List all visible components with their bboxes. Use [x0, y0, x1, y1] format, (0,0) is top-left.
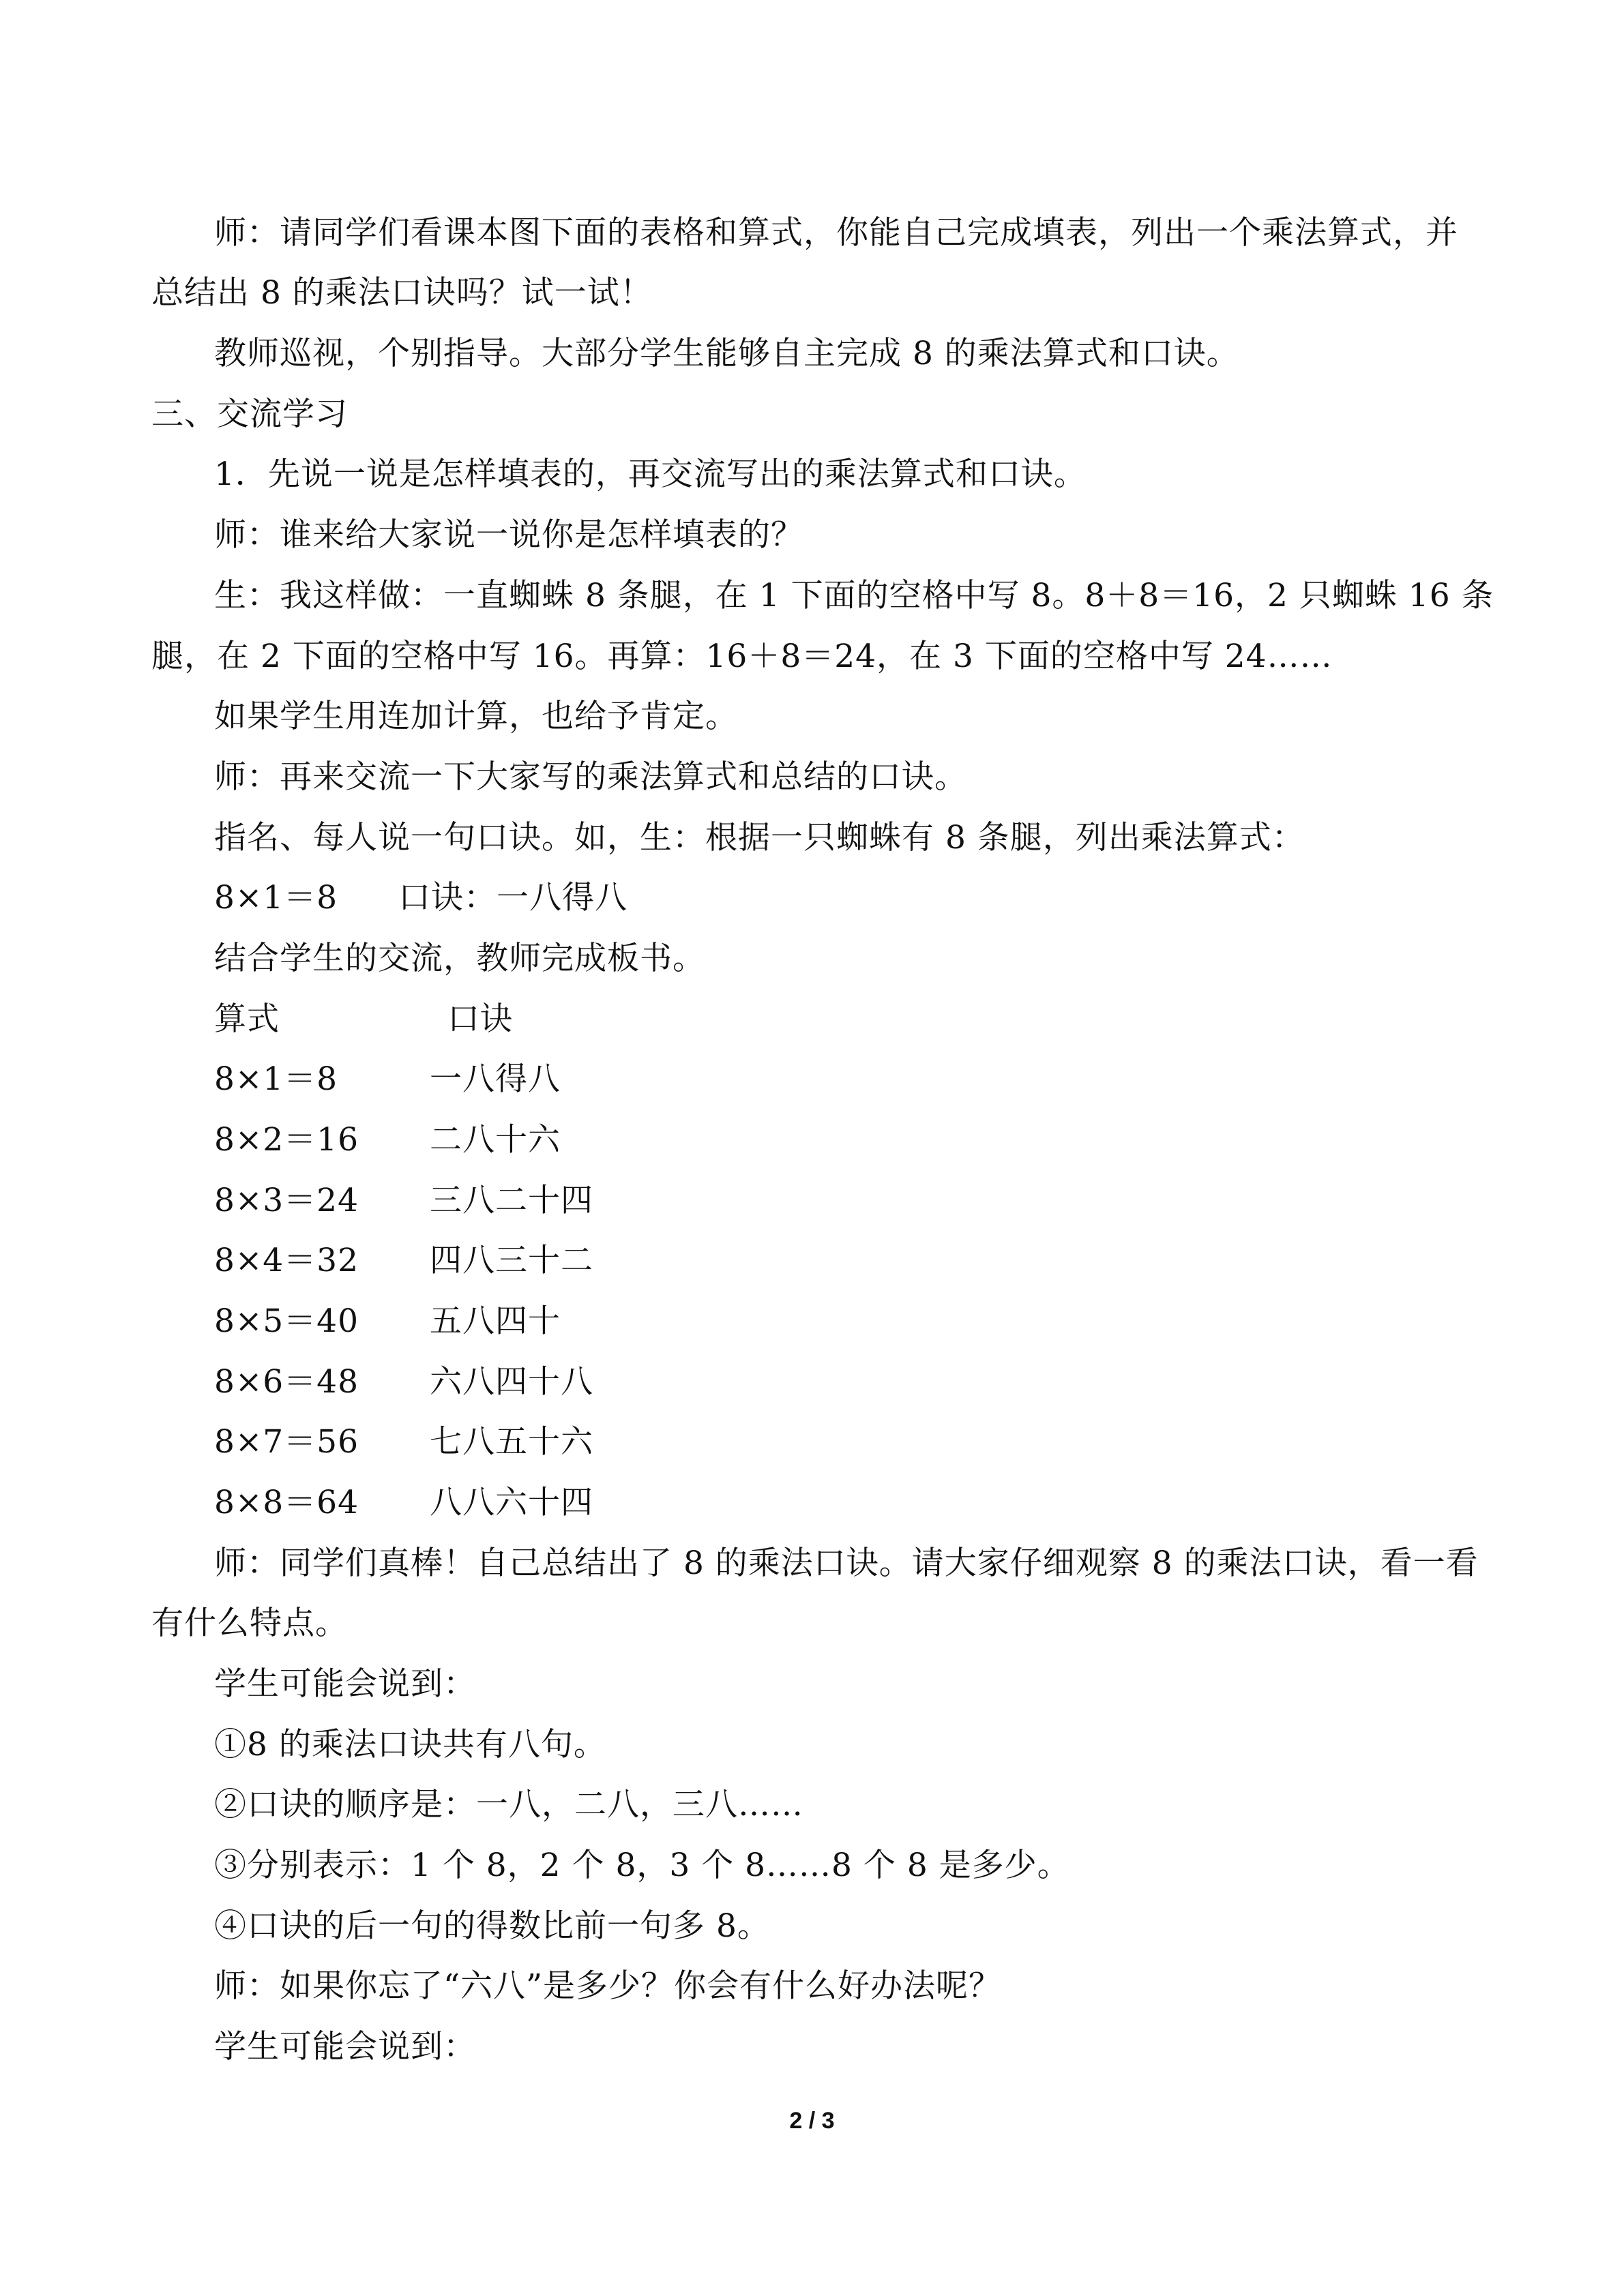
example-formula: 8×1＝8: [214, 879, 338, 916]
board-formula: 8×6＝48: [214, 1363, 359, 1401]
paragraph-teacher-prompt-line1: 师：请同学们看课本图下面的表格和算式，你能自己完成填表，列出一个乘法算式，并: [214, 214, 1458, 252]
board-rhyme: 一八得八: [430, 1060, 561, 1098]
board-formula: 8×4＝32: [214, 1242, 359, 1279]
paragraph-teacher-prompt-line2: 总结出 8 的乘法口诀吗？试一试！: [151, 274, 653, 312]
list-item-point-2: ②口诀的顺序是：一八，二八，三八……: [214, 1786, 803, 1823]
board-rhyme: 三八二十四: [430, 1182, 593, 1219]
board-row: [214, 1362, 593, 1403]
board-header-formula: 算式: [214, 1000, 280, 1038]
board-header-row: [214, 999, 513, 1040]
list-item-point-1: ①8 的乘法口诀共有八句。: [214, 1726, 606, 1763]
paragraph-call-names: 指名、每人说一句口诀。如，生：根据一只蜘蛛有 8 条腿，列出乘法算式：: [214, 819, 1305, 856]
board-formula: 8×5＝40: [214, 1302, 359, 1340]
board-header-rhyme: 口诀: [447, 1000, 513, 1038]
paragraph-student-answer-line1: 生：我这样做：一直蜘蛛 8 条腿，在 1 下面的空格中写 8。8＋8＝16，2 只蜘蛛 16 条: [214, 577, 1494, 614]
board-rhyme: 八八六十四: [430, 1484, 593, 1521]
paragraph-praise-line1: 师：同学们真棒！自己总结出了 8 的乘法口诀。请大家仔细观察 8 的乘法口诀，看一看: [214, 1545, 1479, 1582]
board-row: [214, 1180, 593, 1221]
paragraph-praise-line2: 有什么特点。: [151, 1605, 348, 1642]
example-rhyme: 口诀：一八得八: [398, 879, 628, 916]
example-formula-line: [214, 878, 628, 919]
paragraph-teacher-forgot: 师：如果你忘了“六八”是多少？你会有什么好办法呢？: [214, 1967, 1002, 2005]
paragraph-teacher-exchange: 师：再来交流一下大家写的乘法算式和总结的口诀。: [214, 758, 967, 796]
board-formula: 8×7＝56: [214, 1423, 359, 1461]
list-item-point-4: ④口诀的后一句的得数比前一句多 8。: [214, 1907, 770, 1945]
board-formula: 8×2＝16: [214, 1121, 359, 1159]
board-formula: 8×1＝8: [214, 1060, 338, 1098]
board-rhyme: 二八十六: [430, 1121, 561, 1159]
board-row: [214, 1240, 593, 1281]
paragraph-student-answer-line2: 腿，在 2 下面的空格中写 16。再算：16＋8＝24，在 3 下面的空格中写 24……: [151, 638, 1333, 675]
board-row: [214, 1422, 593, 1463]
board-rhyme: 七八五十六: [430, 1423, 593, 1461]
paragraph-step-1: 1．先说一说是怎样填表的，再交流写出的乘法算式和口诀。: [214, 456, 1087, 493]
paragraph-board-writing: 结合学生的交流，教师完成板书。: [214, 940, 705, 977]
paragraph-affirm: 如果学生用连加计算，也给予肯定。: [214, 698, 738, 735]
board-formula: 8×8＝64: [214, 1484, 359, 1521]
page-number: 2 / 3: [789, 2108, 835, 2134]
board-rhyme: 六八四十八: [430, 1363, 593, 1401]
board-row: [214, 1301, 561, 1342]
board-row: [214, 1120, 561, 1161]
paragraph-teacher-question: 师：谁来给大家说一说你是怎样填表的？: [214, 516, 803, 554]
paragraph-teacher-patrol: 教师巡视，个别指导。大部分学生能够自主完成 8 的乘法算式和口诀。: [214, 335, 1239, 372]
board-formula: 8×3＝24: [214, 1182, 359, 1219]
board-rhyme: 五八四十: [430, 1302, 561, 1340]
board-row: [214, 1482, 593, 1523]
section-heading-exchange: 三、交流学习: [151, 396, 348, 433]
paragraph-students-may-say-2: 学生可能会说到：: [214, 2028, 476, 2066]
board-rhyme: 四八三十二: [430, 1242, 593, 1279]
board-row: [214, 1059, 561, 1100]
list-item-point-3: ③分别表示：1 个 8，2 个 8，3 个 8……8 个 8 是多少。: [214, 1847, 1070, 1884]
paragraph-students-may-say: 学生可能会说到：: [214, 1665, 476, 1703]
